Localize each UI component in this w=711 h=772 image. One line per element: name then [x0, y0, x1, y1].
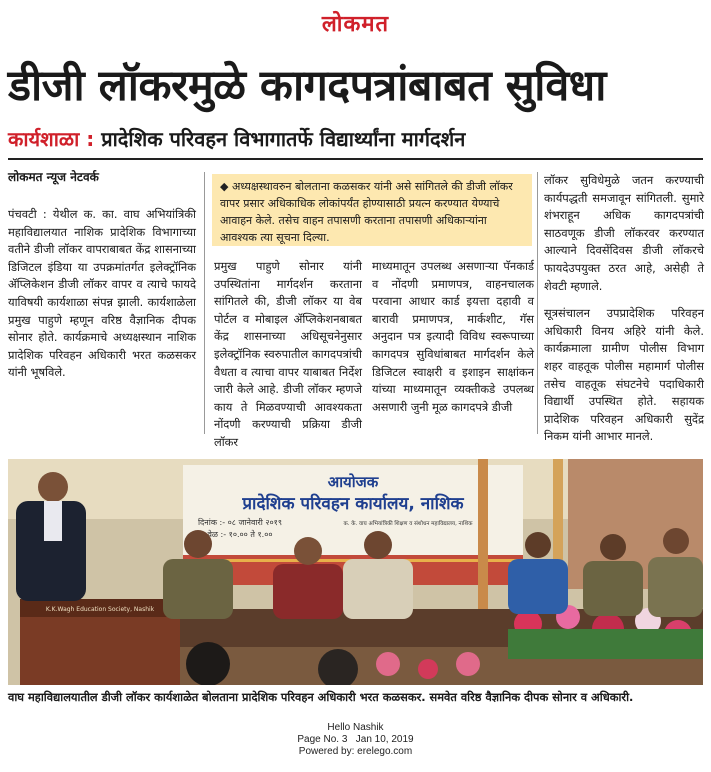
- photo-caption: वाघ महाविद्यालयातील डीजी लॉकर कार्यशाळेत बोलताना प्रादेशिक परिवहन अधिकारी भरत कळसकर. समवेत वरिष्ठ वैज्ञानिक दीपक सोनार व अधिकारी.: [8, 690, 634, 704]
- divider: [8, 158, 703, 160]
- column-divider: [537, 172, 538, 434]
- column-divider: [204, 172, 205, 434]
- pull-quote-text: अध्यक्षस्थावरुन बोलताना कळसकर यांनी असे सांगितले की डीजी लॉकर वापर प्रसार अधिकाधिक लोकांपर्यंत होण्यासाठी प्रयत्न करण्यात येण्याचे आवाहन केले. तसेच वाहन तपासणी करताना तपासणी अधिकाऱ्यांना आवश्यक त्या सूचना दिल्या.: [220, 180, 513, 244]
- footer-edition: Hello Nashik: [327, 722, 384, 733]
- article-column-1: [8, 206, 196, 382]
- article-column-4: [544, 172, 704, 446]
- footer-page-date: Page No. 3 Jan 10, 2019: [297, 734, 414, 745]
- banner-date: दिनांक :- ०८ जानेवारी २०१९: [197, 518, 283, 527]
- article-column-2: [214, 258, 362, 452]
- subhead-text: प्रादेशिक परिवहन विभागातर्फे विद्यार्थ्यांना मार्गदर्शन: [101, 127, 466, 151]
- pull-quote-box: [212, 174, 532, 246]
- headline: डीजी लॉकरमुळे कागदपत्रांबाबत सुविधा: [8, 61, 606, 111]
- banner-office-name: प्रादेशिक परिवहन कार्यालय, नाशिक: [242, 494, 464, 514]
- page-footer: [0, 722, 711, 758]
- banner-organizer: आयोजक: [327, 473, 379, 491]
- article-paragraph: लॉकर सुविधेमुळे जतन करण्याची कार्यपद्धती समजावून सांगितली. सुमारे शंभराहून अधिक कागदपत्रांची साठवणूक डीजी लॉकरवर करण्यात आल्याने दिवसेंदिवस डीजी लॉकरचे फायदेउपयुक्त ठरत आहे, असेही ते शेवटी म्हणाले.: [544, 173, 704, 293]
- podium-label: K.K.Wagh Education Society, Nashik: [45, 606, 155, 613]
- article-paragraph: पंचवटी : येथील क. का. वाघ अभियांत्रिकी महाविद्यालयात नाशिक प्रादेशिक विभागाच्या वतीने डीजी लॉकर वापराबाबत केंद्र शासनाच्या डिजिटल इंडिया या उपक्रमांतर्गत इलेक्ट्रॉनिक ॲप्लिकेशन डीजी लॉकर वापर व त्याचे फायदे याविषयी कार्यशाळा संपन्न झाली. कार्यशाळेला प्रमुख पाहुणे म्हणून वरिष्ठ वैज्ञानिक दीपक सोनार होते. कार्यक्रमाचे अध्यक्षस्थान नाशिक प्रादेशिक परिवहन अधिकारी भरत कळसकर यांनी भूषविले.: [8, 207, 196, 380]
- article-paragraph: सूत्रसंचालन उपप्रादेशिक परिवहन अधिकारी विनय अहिरे यांनी केले. कार्यक्रमाला ग्रामीण पोलीस विभाग शहर वाहतूक पोलीस महामार्ग पोलीस तसेच वाहतूक संघटनेचे पदाधिकारी विद्यार्थी उपस्थित होते. सहायक प्रादेशिक परिवहन अधिकारी सुदेंद्र निकम यांनी आभार मानले.: [544, 306, 704, 444]
- banner-college: क. के. वाघ अभियांत्रिकी शिक्षण व संशोधन महाविद्यालय, नाशिक: [343, 521, 473, 527]
- news-photo: [8, 459, 703, 685]
- article-column-3: [372, 258, 534, 416]
- subheadline: [8, 124, 703, 154]
- banner-time: वेळ :- १०.०० ते १.००: [207, 530, 273, 539]
- footer-powered-by: Powered by: erelego.com: [298, 746, 413, 757]
- byline: लोकमत न्यूज नेटवर्क: [8, 170, 99, 184]
- article-paragraph: माध्यमातून उपलब्ध असणाऱ्या पॅनकार्ड व नोंदणी प्रमाणपत्र, वाहनचालक परवाना आधार कार्ड इयत्ता दहावी व बारावी प्रमाणपत्र, मार्कशीट, गॅस अनुदान पत्र इत्यादी विविध स्वरूपाच्या कागदपत्र सुविधांबाबत मार्गदर्शन केले डिजिटल स्वाक्षरी व इशाइन साक्षांकन यांच्या माध्यमातून व्यक्तीकडे उपलब्ध असणारी जुनी मूळ कागदपत्रे डीजी: [372, 259, 534, 414]
- article-paragraph: प्रमुख पाहुणे सोनार यांनी उपस्थितांना मार्गदर्शन करताना सांगितले की, डीजी लॉकर या वेब पोर्टल व मोबाइल ॲप्लिकेशनबाबत केंद्र शासनाच्या अधिसूचनेनुसार इलेक्ट्रॉनिक स्वरुपातील कागदपत्रांची वैधता व त्याचा वापर याबाबत निर्देश जारी केले आहे. डीजी लॉकर म्हणजे काय ते मिळवण्याची आवश्यकता नोंदणी करण्याची प्रक्रिया डीजी लॉकर: [214, 259, 362, 449]
- diamond-bullet-icon: ◆: [220, 180, 229, 193]
- masthead-logo: लोकमत: [321, 12, 390, 37]
- subhead-kicker: कार्यशाळा :: [8, 127, 95, 151]
